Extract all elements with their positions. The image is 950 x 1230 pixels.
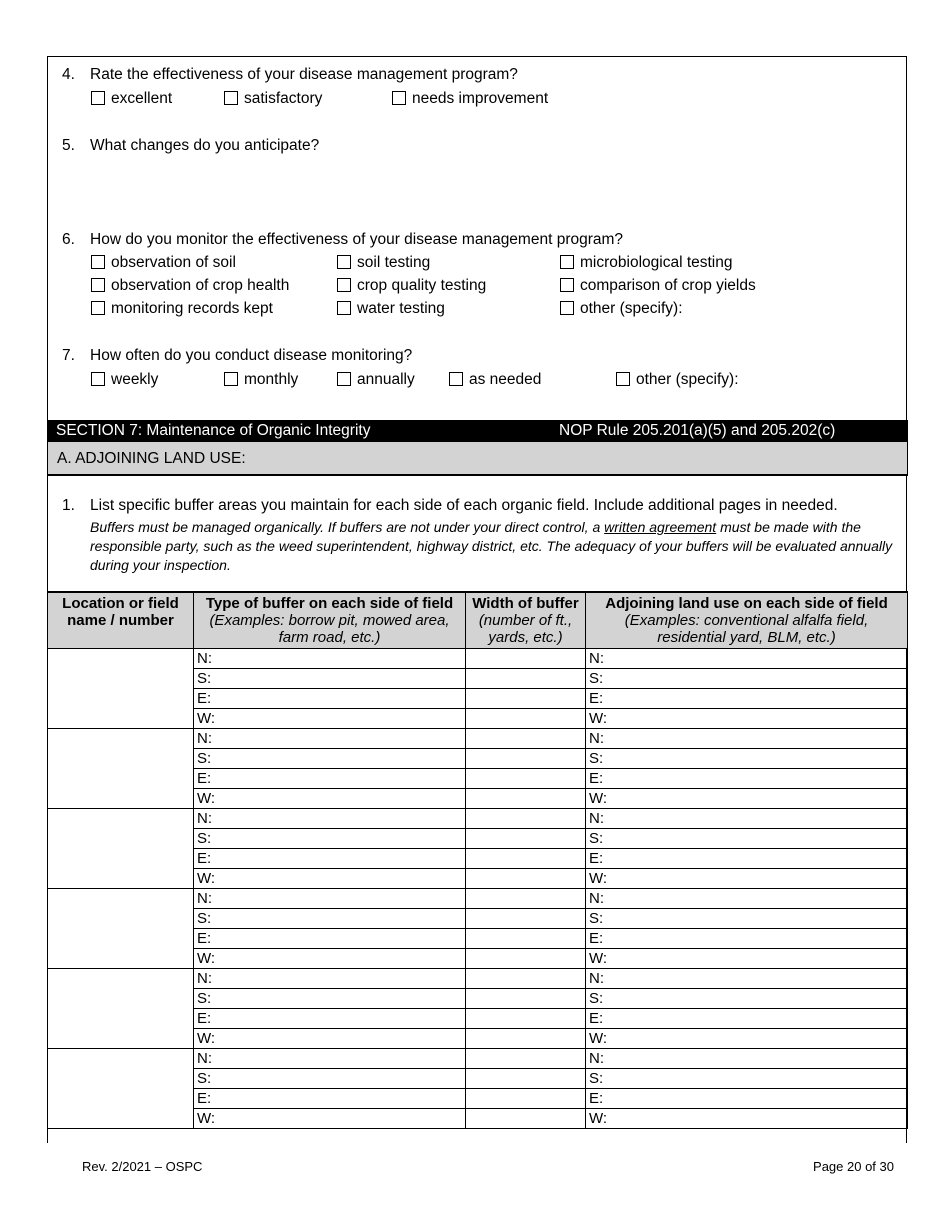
direction-label: E: bbox=[197, 770, 212, 787]
q5-number: 5. bbox=[62, 137, 75, 154]
q4-number: 4. bbox=[62, 66, 75, 83]
checkbox[interactable] bbox=[337, 255, 351, 269]
direction-label: N: bbox=[197, 1050, 212, 1067]
checkbox[interactable] bbox=[560, 255, 574, 269]
q6-option[interactable] bbox=[91, 254, 236, 272]
land-use-cell[interactable] bbox=[586, 849, 908, 869]
buffer-type-cell[interactable] bbox=[194, 1069, 466, 1089]
checkbox[interactable] bbox=[560, 278, 574, 292]
table-row bbox=[48, 809, 908, 829]
header-label: Location or field name / number bbox=[62, 595, 179, 629]
option-label: crop quality testing bbox=[357, 277, 487, 294]
direction-label: W: bbox=[197, 1030, 216, 1047]
buffer-width-cell[interactable] bbox=[466, 869, 586, 889]
table-row bbox=[48, 649, 908, 669]
direction-label: W: bbox=[197, 950, 216, 967]
q6-option[interactable] bbox=[337, 300, 445, 318]
section-rule: NOP Rule 205.201(a)(5) and 205.202(c) bbox=[559, 422, 836, 439]
direction-label: S: bbox=[589, 990, 604, 1007]
buffer-type-cell[interactable] bbox=[194, 889, 466, 909]
header-buffer-type bbox=[194, 592, 466, 649]
direction-label: N: bbox=[589, 730, 604, 747]
direction-label: W: bbox=[589, 950, 608, 967]
land-use-cell[interactable] bbox=[586, 689, 908, 709]
location-cell[interactable] bbox=[48, 809, 194, 889]
header-land-use bbox=[586, 592, 908, 649]
direction-label: W: bbox=[197, 1110, 216, 1127]
header-label: Width of buffer bbox=[472, 595, 579, 612]
checkbox[interactable] bbox=[449, 372, 463, 386]
checkbox[interactable] bbox=[337, 372, 351, 386]
option-label: excellent bbox=[111, 90, 173, 107]
buffer-width-cell[interactable] bbox=[466, 1029, 586, 1049]
land-use-cell[interactable] bbox=[586, 669, 908, 689]
direction-label: W: bbox=[197, 790, 216, 807]
direction-label: N: bbox=[589, 650, 604, 667]
location-cell[interactable] bbox=[48, 1049, 194, 1129]
q7-option-monthly[interactable] bbox=[224, 371, 298, 389]
buffer-width-cell[interactable] bbox=[466, 789, 586, 809]
direction-label: E: bbox=[589, 770, 604, 787]
direction-label: W: bbox=[197, 710, 216, 727]
buffer-width-cell[interactable] bbox=[466, 1069, 586, 1089]
header-width bbox=[466, 592, 586, 649]
header-hint: (Examples: conventional alfalfa field, residential yard, BLM, etc.) bbox=[624, 612, 869, 646]
table-body bbox=[48, 649, 908, 1129]
buffer-width-cell[interactable] bbox=[466, 849, 586, 869]
q6-option[interactable] bbox=[337, 277, 486, 295]
land-use-cell[interactable] bbox=[586, 929, 908, 949]
section-title: SECTION 7: Maintenance of Organic Integrity bbox=[56, 422, 371, 439]
land-use-cell[interactable] bbox=[586, 1089, 908, 1109]
option-label: weekly bbox=[111, 371, 159, 388]
checkbox[interactable] bbox=[224, 91, 238, 105]
land-use-cell[interactable] bbox=[586, 749, 908, 769]
table-row bbox=[48, 969, 908, 989]
option-label: monitoring records kept bbox=[111, 300, 273, 317]
direction-label: E: bbox=[589, 1090, 604, 1107]
checkbox[interactable] bbox=[560, 301, 574, 315]
direction-label: E: bbox=[589, 930, 604, 947]
q6-option[interactable] bbox=[560, 277, 756, 295]
direction-label: S: bbox=[197, 750, 212, 767]
buffer-type-cell[interactable] bbox=[194, 1109, 466, 1129]
direction-label: E: bbox=[589, 1010, 604, 1027]
option-label: microbiological testing bbox=[580, 254, 733, 271]
direction-label: S: bbox=[589, 830, 604, 847]
buffer-type-cell[interactable] bbox=[194, 849, 466, 869]
direction-label: S: bbox=[197, 830, 212, 847]
checkbox[interactable] bbox=[91, 301, 105, 315]
buffer-width-cell[interactable] bbox=[466, 989, 586, 1009]
direction-label: N: bbox=[197, 810, 212, 827]
buffer-type-cell[interactable] bbox=[194, 969, 466, 989]
checkbox[interactable] bbox=[337, 301, 351, 315]
land-use-cell[interactable] bbox=[586, 789, 908, 809]
land-use-cell[interactable] bbox=[586, 1049, 908, 1069]
buffer-type-cell[interactable] bbox=[194, 1009, 466, 1029]
option-label: satisfactory bbox=[244, 90, 323, 107]
land-use-cell[interactable] bbox=[586, 969, 908, 989]
q7-option-other[interactable] bbox=[616, 371, 739, 389]
checkbox[interactable] bbox=[224, 372, 238, 386]
buffer-width-cell[interactable] bbox=[466, 1109, 586, 1129]
buffer-width-cell[interactable] bbox=[466, 889, 586, 909]
note-text: Buffers must be managed organically. If buffers are not under your direct control, a bbox=[90, 519, 605, 535]
land-use-cell[interactable] bbox=[586, 729, 908, 749]
header-label: Adjoining land use on each side of field bbox=[605, 595, 888, 612]
direction-label: N: bbox=[589, 890, 604, 907]
land-use-cell[interactable] bbox=[586, 829, 908, 849]
option-label: other (specify): bbox=[636, 371, 739, 388]
direction-label: S: bbox=[197, 670, 212, 687]
buffer-type-cell[interactable] bbox=[194, 729, 466, 749]
q1-note bbox=[90, 518, 900, 575]
land-use-cell[interactable] bbox=[586, 769, 908, 789]
buffer-width-cell[interactable] bbox=[466, 909, 586, 929]
buffer-type-cell[interactable] bbox=[194, 669, 466, 689]
buffer-table bbox=[47, 591, 908, 1129]
q6-number: 6. bbox=[62, 231, 75, 248]
q5-text: What changes do you anticipate? bbox=[90, 137, 320, 154]
subsection-title: A. ADJOINING LAND USE: bbox=[57, 450, 246, 467]
q1-text: List specific buffer areas you maintain for each side of each organic field. Include additional pages in needed. bbox=[90, 497, 838, 514]
note-underlined: written agreement bbox=[604, 519, 717, 535]
table-row bbox=[48, 889, 908, 909]
header-hint: (Examples: borrow pit, mowed area, farm road, etc.) bbox=[209, 612, 450, 646]
buffer-type-cell[interactable] bbox=[194, 989, 466, 1009]
q6-option[interactable] bbox=[91, 300, 273, 318]
buffer-type-cell[interactable] bbox=[194, 1049, 466, 1069]
location-cell[interactable] bbox=[48, 969, 194, 1049]
buffer-type-cell[interactable] bbox=[194, 709, 466, 729]
buffer-type-cell[interactable] bbox=[194, 869, 466, 889]
direction-label: E: bbox=[589, 690, 604, 707]
table-header-row bbox=[48, 592, 908, 649]
direction-label: W: bbox=[589, 790, 608, 807]
land-use-cell[interactable] bbox=[586, 709, 908, 729]
buffer-type-cell[interactable] bbox=[194, 1029, 466, 1049]
buffer-type-cell[interactable] bbox=[194, 809, 466, 829]
land-use-cell[interactable] bbox=[586, 909, 908, 929]
header-location bbox=[48, 592, 194, 649]
q7-text: How often do you conduct disease monitoring? bbox=[90, 347, 413, 364]
direction-label: S: bbox=[197, 990, 212, 1007]
buffer-width-cell[interactable] bbox=[466, 749, 586, 769]
direction-label: E: bbox=[197, 930, 212, 947]
q4-option-needs-improvement[interactable] bbox=[392, 90, 548, 108]
header-hint: (number of ft., yards, etc.) bbox=[478, 612, 573, 646]
direction-label: N: bbox=[197, 890, 212, 907]
buffer-width-cell[interactable] bbox=[466, 769, 586, 789]
q4-option-excellent[interactable] bbox=[91, 90, 172, 108]
location-cell[interactable] bbox=[48, 729, 194, 809]
buffer-type-cell[interactable] bbox=[194, 949, 466, 969]
buffer-type-cell[interactable] bbox=[194, 649, 466, 669]
direction-label: N: bbox=[197, 730, 212, 747]
land-use-cell[interactable] bbox=[586, 1009, 908, 1029]
land-use-cell[interactable] bbox=[586, 1109, 908, 1129]
table-row bbox=[48, 729, 908, 749]
subsection-header bbox=[47, 442, 908, 476]
q1-number: 1. bbox=[62, 497, 75, 514]
buffer-width-cell[interactable] bbox=[466, 829, 586, 849]
buffer-width-cell[interactable] bbox=[466, 949, 586, 969]
q7-option-weekly[interactable] bbox=[91, 371, 158, 389]
buffer-width-cell[interactable] bbox=[466, 1009, 586, 1029]
buffer-width-cell[interactable] bbox=[466, 1049, 586, 1069]
footer-revision: Rev. 2/2021 – OSPC bbox=[82, 1159, 203, 1174]
q6-option[interactable] bbox=[91, 277, 289, 295]
direction-label: E: bbox=[589, 850, 604, 867]
q4-text: Rate the effectiveness of your disease management program? bbox=[90, 66, 518, 83]
land-use-cell[interactable] bbox=[586, 649, 908, 669]
direction-label: S: bbox=[589, 670, 604, 687]
direction-label: E: bbox=[197, 1090, 212, 1107]
option-label: other (specify): bbox=[580, 300, 683, 317]
location-cell[interactable] bbox=[48, 889, 194, 969]
buffer-type-cell[interactable] bbox=[194, 909, 466, 929]
direction-label: N: bbox=[197, 650, 212, 667]
checkbox[interactable] bbox=[91, 372, 105, 386]
buffer-type-cell[interactable] bbox=[194, 789, 466, 809]
option-label: as needed bbox=[469, 371, 542, 388]
option-label: water testing bbox=[357, 300, 445, 317]
direction-label: E: bbox=[197, 690, 212, 707]
option-label: comparison of crop yields bbox=[580, 277, 756, 294]
checkbox[interactable] bbox=[392, 91, 406, 105]
option-label: observation of soil bbox=[111, 254, 236, 271]
section-header bbox=[47, 420, 908, 442]
direction-label: W: bbox=[589, 1030, 608, 1047]
q6-option[interactable] bbox=[560, 254, 733, 272]
checkbox[interactable] bbox=[91, 91, 105, 105]
buffer-width-cell[interactable] bbox=[466, 809, 586, 829]
direction-label: W: bbox=[589, 1110, 608, 1127]
table-row bbox=[48, 1049, 908, 1069]
q6-text: How do you monitor the effectiveness of your disease management program? bbox=[90, 231, 624, 248]
direction-label: N: bbox=[589, 810, 604, 827]
location-cell[interactable] bbox=[48, 649, 194, 729]
direction-label: W: bbox=[197, 870, 216, 887]
land-use-cell[interactable] bbox=[586, 809, 908, 829]
direction-label: S: bbox=[589, 1070, 604, 1087]
checkbox[interactable] bbox=[91, 255, 105, 269]
buffer-width-cell[interactable] bbox=[466, 969, 586, 989]
footer-page-number: Page 20 of 30 bbox=[813, 1159, 894, 1174]
buffer-type-cell[interactable] bbox=[194, 769, 466, 789]
land-use-cell[interactable] bbox=[586, 949, 908, 969]
q7-option-as-needed[interactable] bbox=[449, 371, 541, 389]
buffer-type-cell[interactable] bbox=[194, 829, 466, 849]
option-label: monthly bbox=[244, 371, 299, 388]
q6-option[interactable] bbox=[337, 254, 430, 272]
note-text: must be made with the responsible party, such as the weed superintendent, highway district, etc. The adequacy of your buffers will be evaluated annually during your inspection. bbox=[90, 519, 893, 573]
land-use-cell[interactable] bbox=[586, 869, 908, 889]
buffer-width-cell[interactable] bbox=[466, 1089, 586, 1109]
direction-label: N: bbox=[589, 970, 604, 987]
checkbox[interactable] bbox=[91, 278, 105, 292]
land-use-cell[interactable] bbox=[586, 989, 908, 1009]
direction-label: N: bbox=[197, 970, 212, 987]
direction-label: S: bbox=[197, 910, 212, 927]
direction-label: S: bbox=[589, 750, 604, 767]
direction-label: W: bbox=[589, 710, 608, 727]
land-use-cell[interactable] bbox=[586, 889, 908, 909]
direction-label: E: bbox=[197, 850, 212, 867]
buffer-width-cell[interactable] bbox=[466, 689, 586, 709]
buffer-width-cell[interactable] bbox=[466, 669, 586, 689]
option-label: annually bbox=[357, 371, 415, 388]
option-label: observation of crop health bbox=[111, 277, 290, 294]
land-use-cell[interactable] bbox=[586, 1069, 908, 1089]
direction-label: S: bbox=[197, 1070, 212, 1087]
option-label: needs improvement bbox=[412, 90, 549, 107]
option-label: soil testing bbox=[357, 254, 431, 271]
buffer-type-cell[interactable] bbox=[194, 749, 466, 769]
direction-label: N: bbox=[589, 1050, 604, 1067]
buffer-type-cell[interactable] bbox=[194, 929, 466, 949]
buffer-width-cell[interactable] bbox=[466, 729, 586, 749]
buffer-type-cell[interactable] bbox=[194, 689, 466, 709]
direction-label: W: bbox=[589, 870, 608, 887]
checkbox[interactable] bbox=[616, 372, 630, 386]
checkbox[interactable] bbox=[337, 278, 351, 292]
direction-label: S: bbox=[589, 910, 604, 927]
buffer-width-cell[interactable] bbox=[466, 929, 586, 949]
buffer-type-cell[interactable] bbox=[194, 1089, 466, 1109]
q7-option-annually[interactable] bbox=[337, 371, 415, 389]
buffer-width-cell[interactable] bbox=[466, 649, 586, 669]
header-label: Type of buffer on each side of field bbox=[205, 595, 454, 612]
land-use-cell[interactable] bbox=[586, 1029, 908, 1049]
direction-label: E: bbox=[197, 1010, 212, 1027]
q6-option[interactable] bbox=[560, 300, 683, 318]
q4-option-satisfactory[interactable] bbox=[224, 90, 322, 108]
buffer-width-cell[interactable] bbox=[466, 709, 586, 729]
q7-number: 7. bbox=[62, 347, 75, 364]
